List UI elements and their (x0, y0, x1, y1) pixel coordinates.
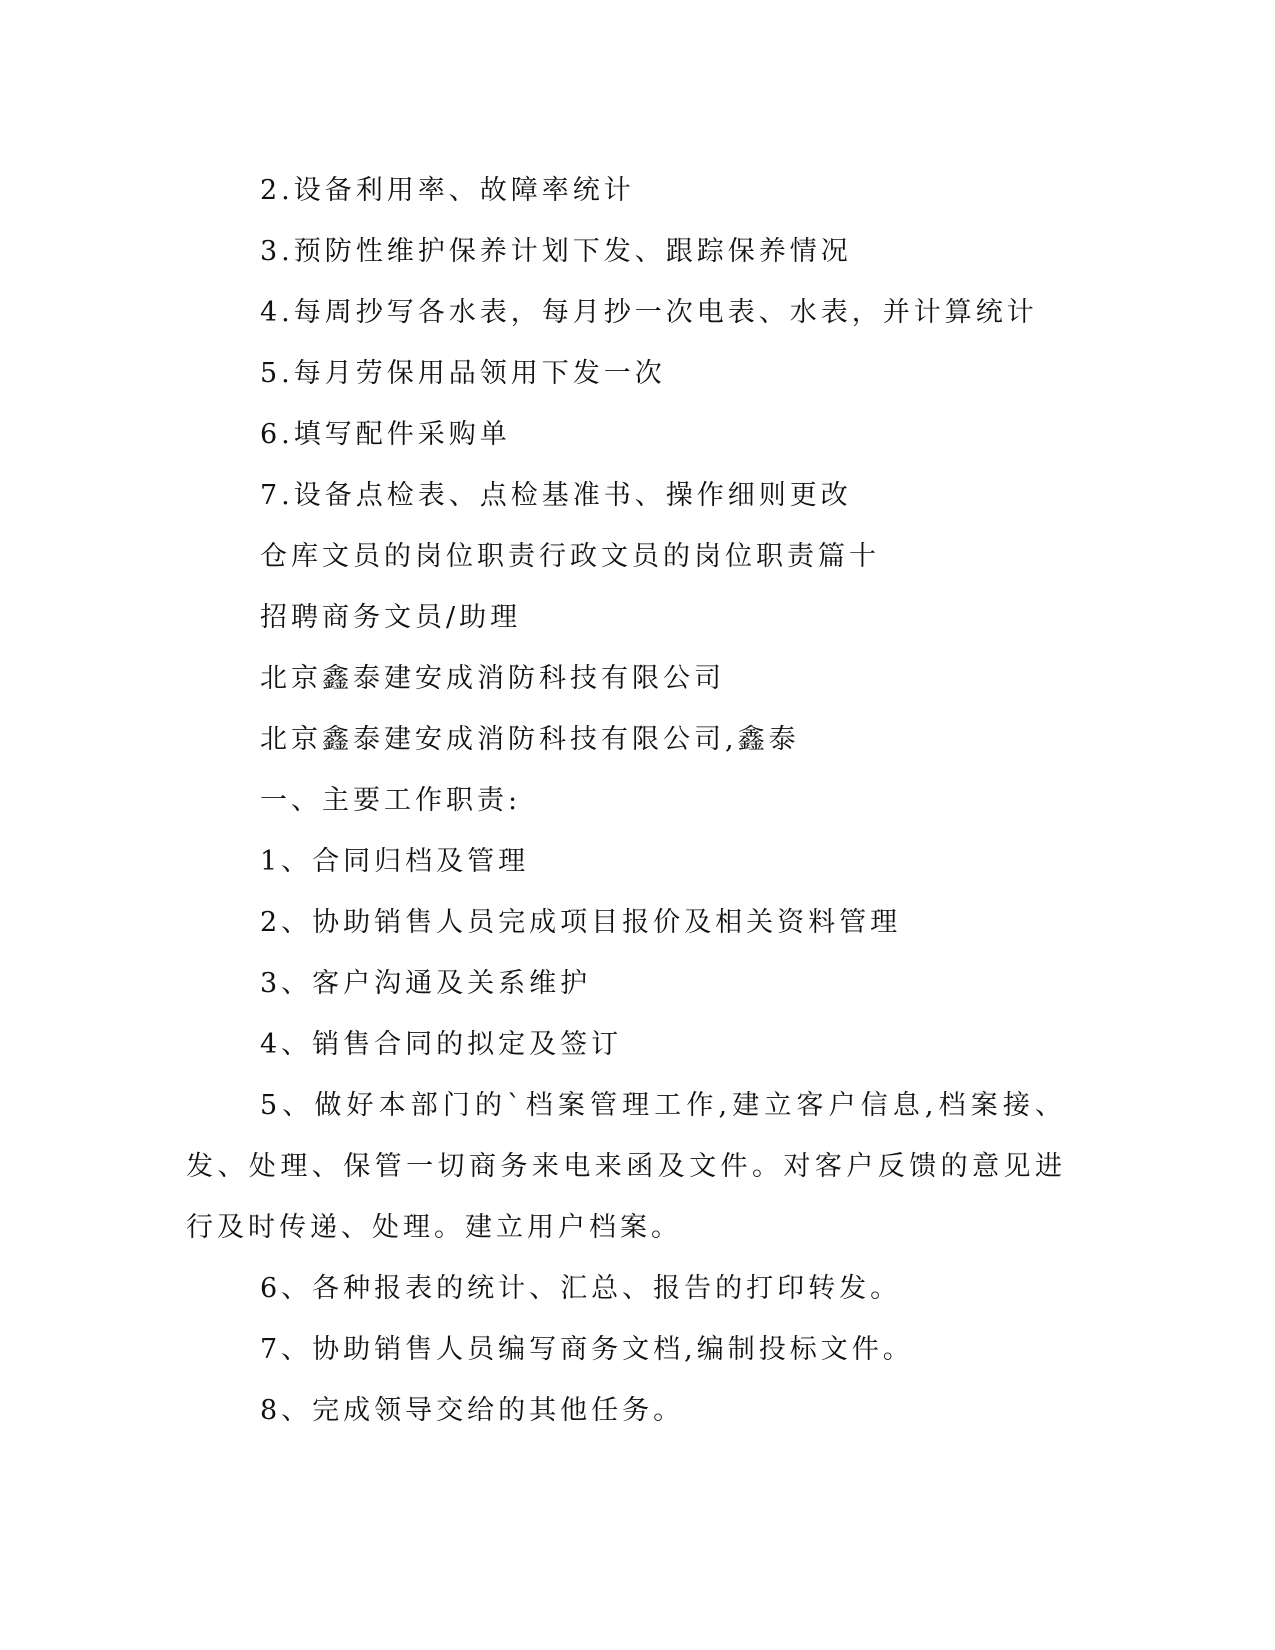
duty-item: 2、协助销售人员完成项目报价及相关资料管理 (260, 907, 902, 938)
text-line: 4.每周抄写各水表，每月抄一次电表、水表，并计算统计 (260, 297, 1038, 328)
text-line: 5.每月劳保用品领用下发一次 (260, 358, 666, 389)
job-title: 招聘商务文员/助理 (260, 602, 522, 633)
duty-item: 4、销售合同的拟定及签订 (260, 1029, 623, 1060)
document-body (186, 160, 1066, 1441)
duty-item: 6、各种报表的统计、汇总、报告的打印转发。 (260, 1273, 902, 1304)
text-line: 6.填写配件采购单 (260, 419, 511, 450)
duty-item: 8、完成领导交给的其他任务。 (260, 1395, 685, 1426)
company-name: 北京鑫泰建安成消防科技有限公司 (260, 663, 725, 694)
duty-item-paragraph: 5、做好本部门的`档案管理工作,建立客户信息,档案接、发、处理、保管一切商务来电来函及文件。对客户反馈的意见进行及时传递、处理。建立用户档案。 (186, 1090, 1066, 1243)
section-heading: 仓库文员的岗位职责行政文员的岗位职责篇十 (260, 541, 880, 572)
duty-item: 3、客户沟通及关系维护 (260, 968, 592, 999)
text-line: 7.设备点检表、点检基准书、操作细则更改 (260, 480, 852, 511)
duties-heading: 一、主要工作职责: (260, 785, 522, 816)
duty-item: 1、合同归档及管理 (260, 846, 530, 877)
duty-item: 7、协助销售人员编写商务文档,编制投标文件。 (260, 1334, 914, 1365)
text-line: 2.设备利用率、故障率统计 (260, 175, 635, 206)
company-name-alias: 北京鑫泰建安成消防科技有限公司,鑫泰 (260, 724, 800, 755)
text-line: 3.预防性维护保养计划下发、跟踪保养情况 (260, 236, 852, 267)
